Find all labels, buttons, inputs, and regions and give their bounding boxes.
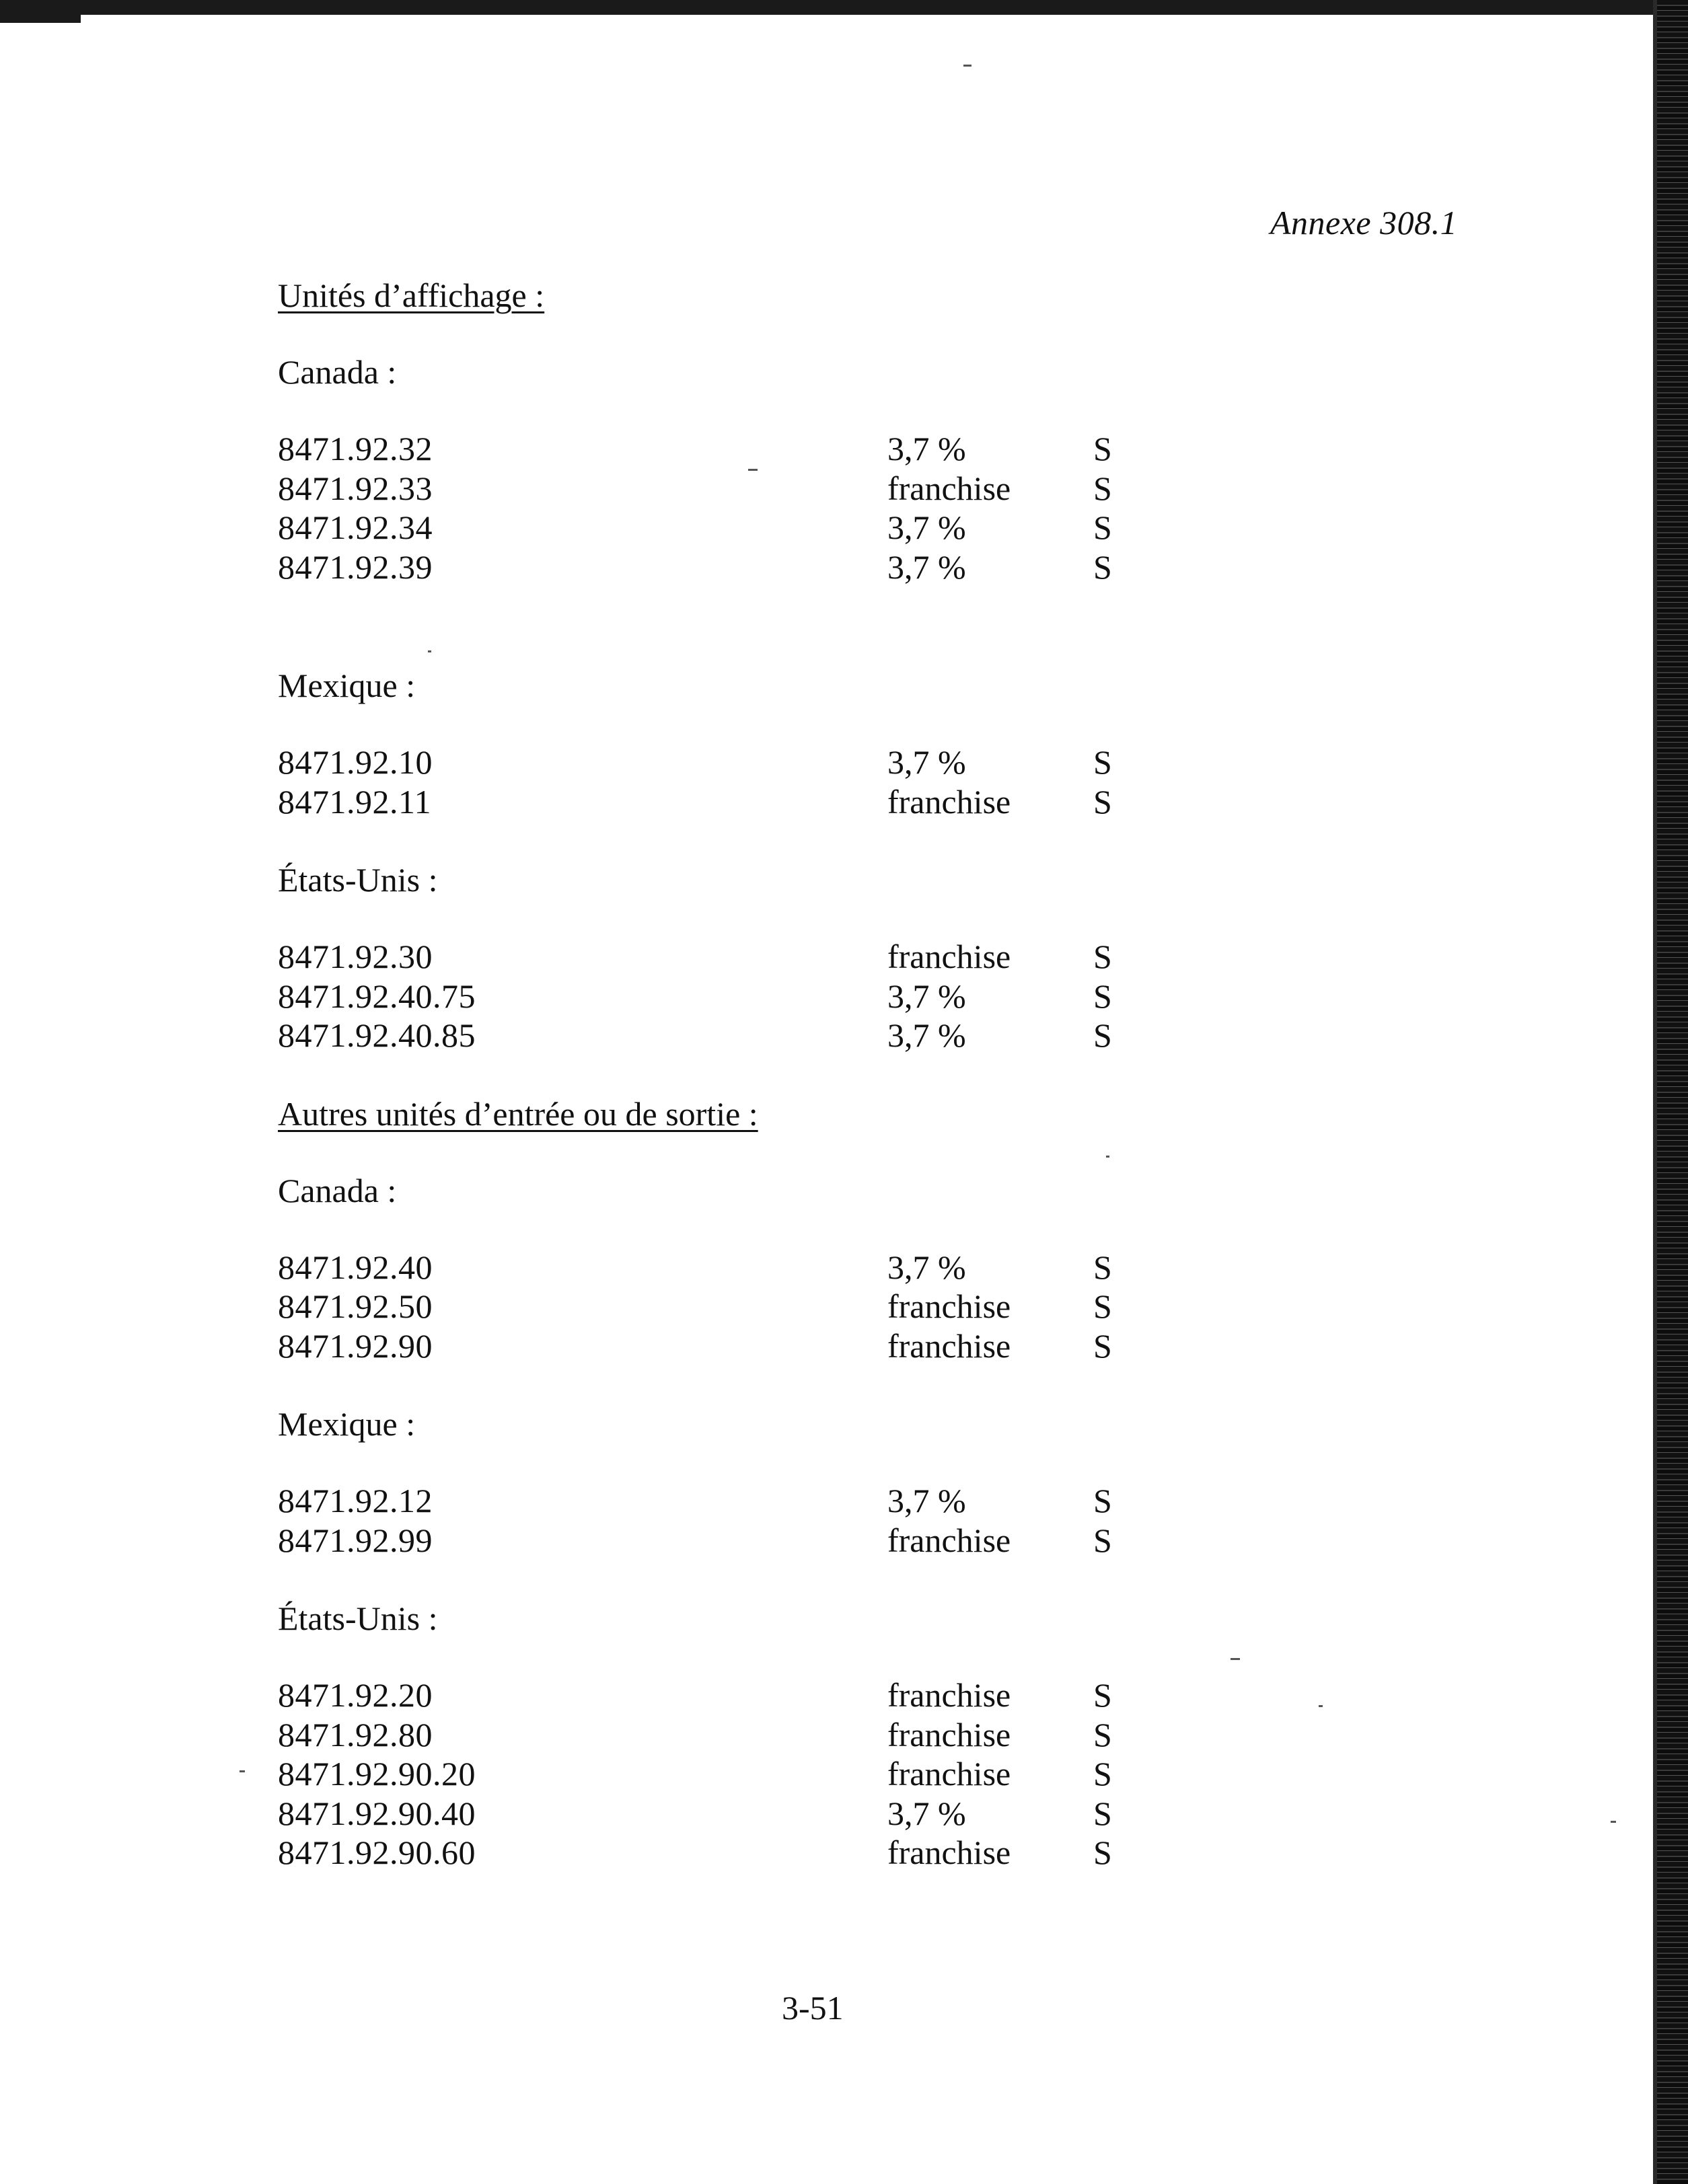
tariff-code: 8471.92.30: [278, 938, 433, 975]
tariff-rate: franchise: [887, 1715, 1011, 1754]
tariff-rows-mexique: [278, 1481, 1220, 1560]
tariff-code: 8471.92.40.75: [278, 977, 476, 1015]
tariff-rate: franchise: [887, 469, 1011, 507]
tariff-rows-mexique: [278, 743, 1220, 821]
tariff-rate: franchise: [887, 1521, 1011, 1559]
section-title-display-units: Unités d’affichage :: [278, 276, 545, 314]
staging-category: S: [1093, 430, 1112, 467]
tariff-row: [278, 1521, 1220, 1560]
tariff-rate: franchise: [887, 1287, 1011, 1325]
tariff-code: 8471.92.33: [278, 469, 433, 507]
tariff-rate: 3,7 %: [887, 977, 966, 1015]
country-heading-canada: Canada :: [278, 353, 397, 391]
scan-border-right: [1657, 0, 1688, 2184]
tariff-row: [278, 1287, 1220, 1326]
staging-category: S: [1093, 977, 1112, 1015]
staging-category: S: [1093, 743, 1112, 781]
staging-category: S: [1093, 469, 1112, 507]
tariff-code: 8471.92.34: [278, 509, 433, 546]
tariff-rate: franchise: [887, 938, 1011, 975]
tariff-code: 8471.92.90.40: [278, 1794, 476, 1832]
scan-speck: [748, 469, 758, 471]
tariff-row: [278, 1754, 1220, 1794]
tariff-code: 8471.92.12: [278, 1482, 433, 1519]
tariff-row: [278, 1016, 1220, 1055]
staging-category: S: [1093, 1287, 1112, 1325]
page-number: 3-51: [782, 1989, 844, 2027]
tariff-code: 8471.92.99: [278, 1521, 433, 1559]
tariff-content: [278, 276, 1220, 1912]
scan-speck: [428, 650, 431, 652]
staging-category: S: [1093, 548, 1112, 586]
tariff-rate: franchise: [887, 782, 1011, 821]
tariff-rate: franchise: [887, 1326, 1011, 1365]
tariff-rate: 3,7 %: [887, 1248, 966, 1286]
staging-category: S: [1093, 938, 1112, 975]
tariff-row: [278, 1481, 1220, 1521]
tariff-code: 8471.92.39: [278, 548, 433, 586]
tariff-row: [278, 548, 1220, 587]
tariff-row: [278, 508, 1220, 548]
staging-category: S: [1093, 1326, 1112, 1365]
tariff-rows-canada: [278, 429, 1220, 587]
staging-category: S: [1093, 1676, 1112, 1714]
tariff-row: [278, 937, 1220, 977]
tariff-rate: 3,7 %: [887, 509, 966, 546]
tariff-rate: 3,7 %: [887, 1482, 966, 1519]
scan-speck: [1611, 1821, 1616, 1823]
tariff-row: [278, 429, 1220, 469]
tariff-rate: 3,7 %: [887, 1016, 966, 1054]
tariff-code: 8471.92.40.85: [278, 1016, 476, 1054]
staging-category: S: [1093, 1016, 1112, 1054]
tariff-row: [278, 1326, 1220, 1366]
country-heading-canada: Canada :: [278, 1171, 397, 1209]
tariff-rows-etats-unis: [278, 1675, 1220, 1873]
tariff-rate: 3,7 %: [887, 743, 966, 781]
tariff-code: 8471.92.90: [278, 1326, 433, 1365]
tariff-code: 8471.92.10: [278, 743, 433, 781]
tariff-rate: franchise: [887, 1676, 1011, 1714]
tariff-code: 8471.92.50: [278, 1287, 433, 1325]
tariff-row: [278, 1794, 1220, 1834]
tariff-row: [278, 1248, 1220, 1287]
staging-category: S: [1093, 782, 1112, 821]
staging-category: S: [1093, 1715, 1112, 1754]
tariff-row: [278, 1675, 1220, 1715]
tariff-code: 8471.92.80: [278, 1715, 433, 1754]
scan-speck: [1319, 1705, 1323, 1707]
staging-category: S: [1093, 1834, 1112, 1871]
scan-speck: [1106, 1156, 1109, 1158]
staging-category: S: [1093, 1521, 1112, 1559]
tariff-rows-etats-unis: [278, 937, 1220, 1055]
tariff-code: 8471.92.11: [278, 782, 432, 821]
tariff-rate: 3,7 %: [887, 430, 966, 467]
tariff-row: [278, 782, 1220, 822]
tariff-rows-canada: [278, 1248, 1220, 1366]
scan-speck: [240, 1770, 245, 1772]
staging-category: S: [1093, 509, 1112, 546]
country-heading-etats-unis: États-Unis :: [278, 1599, 438, 1637]
tariff-rate: 3,7 %: [887, 548, 966, 586]
tariff-code: 8471.92.90.60: [278, 1834, 476, 1871]
tariff-rate: franchise: [887, 1834, 1011, 1871]
staging-category: S: [1093, 1794, 1112, 1832]
tariff-row: [278, 743, 1220, 782]
tariff-row: [278, 1715, 1220, 1755]
tariff-code: 8471.92.40: [278, 1248, 433, 1286]
staging-category: S: [1093, 1755, 1112, 1793]
country-heading-mexique: Mexique :: [278, 667, 416, 704]
staging-category: S: [1093, 1482, 1112, 1519]
tariff-row: [278, 1833, 1220, 1873]
staging-category: S: [1093, 1248, 1112, 1286]
scan-speck: [963, 65, 971, 67]
annex-label: Annexe 308.1: [1270, 204, 1458, 241]
tariff-code: 8471.92.20: [278, 1676, 433, 1714]
tariff-rate: 3,7 %: [887, 1794, 966, 1832]
country-heading-mexique: Mexique :: [278, 1405, 416, 1443]
tariff-code: 8471.92.90.20: [278, 1755, 476, 1793]
tariff-row: [278, 977, 1220, 1016]
section-title-other-io-units: Autres unités d’entrée ou de sortie :: [278, 1094, 758, 1133]
country-heading-etats-unis: États-Unis :: [278, 861, 438, 899]
scan-speck: [1231, 1658, 1240, 1660]
tariff-row: [278, 469, 1220, 509]
tariff-code: 8471.92.32: [278, 430, 433, 467]
tariff-rate: franchise: [887, 1755, 1011, 1793]
